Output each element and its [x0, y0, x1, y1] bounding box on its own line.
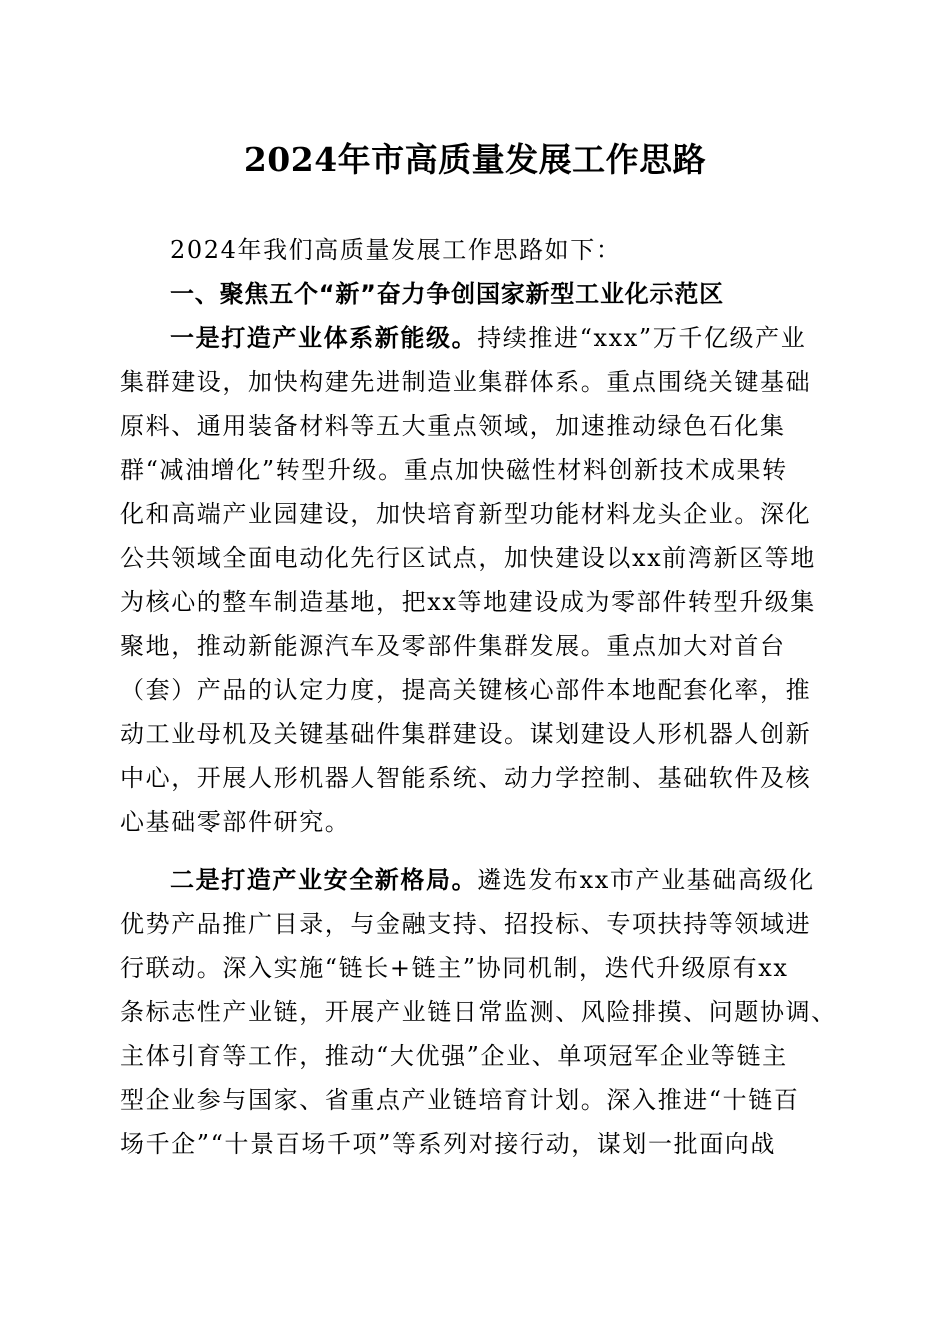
paragraph-2-line: 行联动。深入实施“链长+链主”协同机制，迭代升级原有xx — [120, 954, 789, 982]
paragraph-2-lead: 二是打造产业安全新格局。 — [170, 865, 478, 894]
paragraph-gap — [120, 844, 840, 858]
paragraph-1-text: 持续推进“xxx”万千亿级产业 — [477, 324, 807, 352]
paragraph-1-line: 动工业母机及关键基础件集群建设。谋划建设人形机器人创新 — [120, 720, 812, 748]
paragraph-1-line: 聚地，推动新能源汽车及零部件集群发展。重点加大对首台 — [120, 632, 786, 660]
paragraph-1-line: （套）产品的认定力度，提高关键核心部件本地配套化率，推 — [120, 676, 812, 704]
paragraph-1-lead: 一是打造产业体系新能级。 — [170, 323, 478, 352]
paragraph-1-line: 公共领域全面电动化先行区试点，加快建设以xx前湾新区等地 — [120, 544, 816, 572]
paragraph-2-line: 场千企”“十景百场千项”等系列对接行动，谋划一批面向战 — [120, 1130, 777, 1158]
paragraph-2-line: 型企业参与国家、省重点产业链培育计划。深入推进“十链百 — [120, 1086, 800, 1114]
section-heading-1: 一、聚焦五个“新”奋力争创国家新型工业化示范区 — [170, 280, 724, 308]
paragraph-2-line: 主体引育等工作，推动“大优强”企业、单项冠军企业等链主 — [120, 1042, 788, 1070]
intro-line: 2024年我们高质量发展工作思路如下： — [170, 236, 622, 264]
document-title: 2024年市高质量发展工作思路 — [243, 140, 707, 179]
document-body — [120, 228, 840, 1166]
paragraph-1-line-1 — [120, 316, 840, 360]
paragraph-1-line: 群“减油增化”转型升级。重点加快磁性材料创新技术成果转 — [120, 456, 788, 484]
paragraph-1-line: 化和高端产业园建设，加快培育新型功能材料龙头企业。深化 — [120, 500, 812, 528]
paragraph-1-line: 集群建设，加快构建先进制造业集群体系。重点围绕关键基础 — [120, 368, 812, 396]
paragraph-1-line: 为核心的整车制造基地，把xx等地建设成为零部件转型升级集 — [120, 588, 816, 616]
paragraph-1-line: 心基础零部件研究。 — [120, 808, 351, 836]
paragraph-2-line: 条标志性产业链，开展产业链日常监测、风险排摸、问题协调、 — [120, 998, 837, 1026]
paragraph-2-text: 遴选发布xx市产业基础高级化 — [477, 866, 815, 894]
paragraph-1-line: 原料、通用装备材料等五大重点领域，加速推动绿色石化集 — [120, 412, 786, 440]
paragraph-2-line-1 — [120, 858, 840, 902]
paragraph-2-line: 优势产品推广目录，与金融支持、招投标、专项扶持等领域进 — [120, 910, 812, 938]
paragraph-1-line: 中心，开展人形机器人智能系统、动力学控制、基础软件及核 — [120, 764, 812, 792]
